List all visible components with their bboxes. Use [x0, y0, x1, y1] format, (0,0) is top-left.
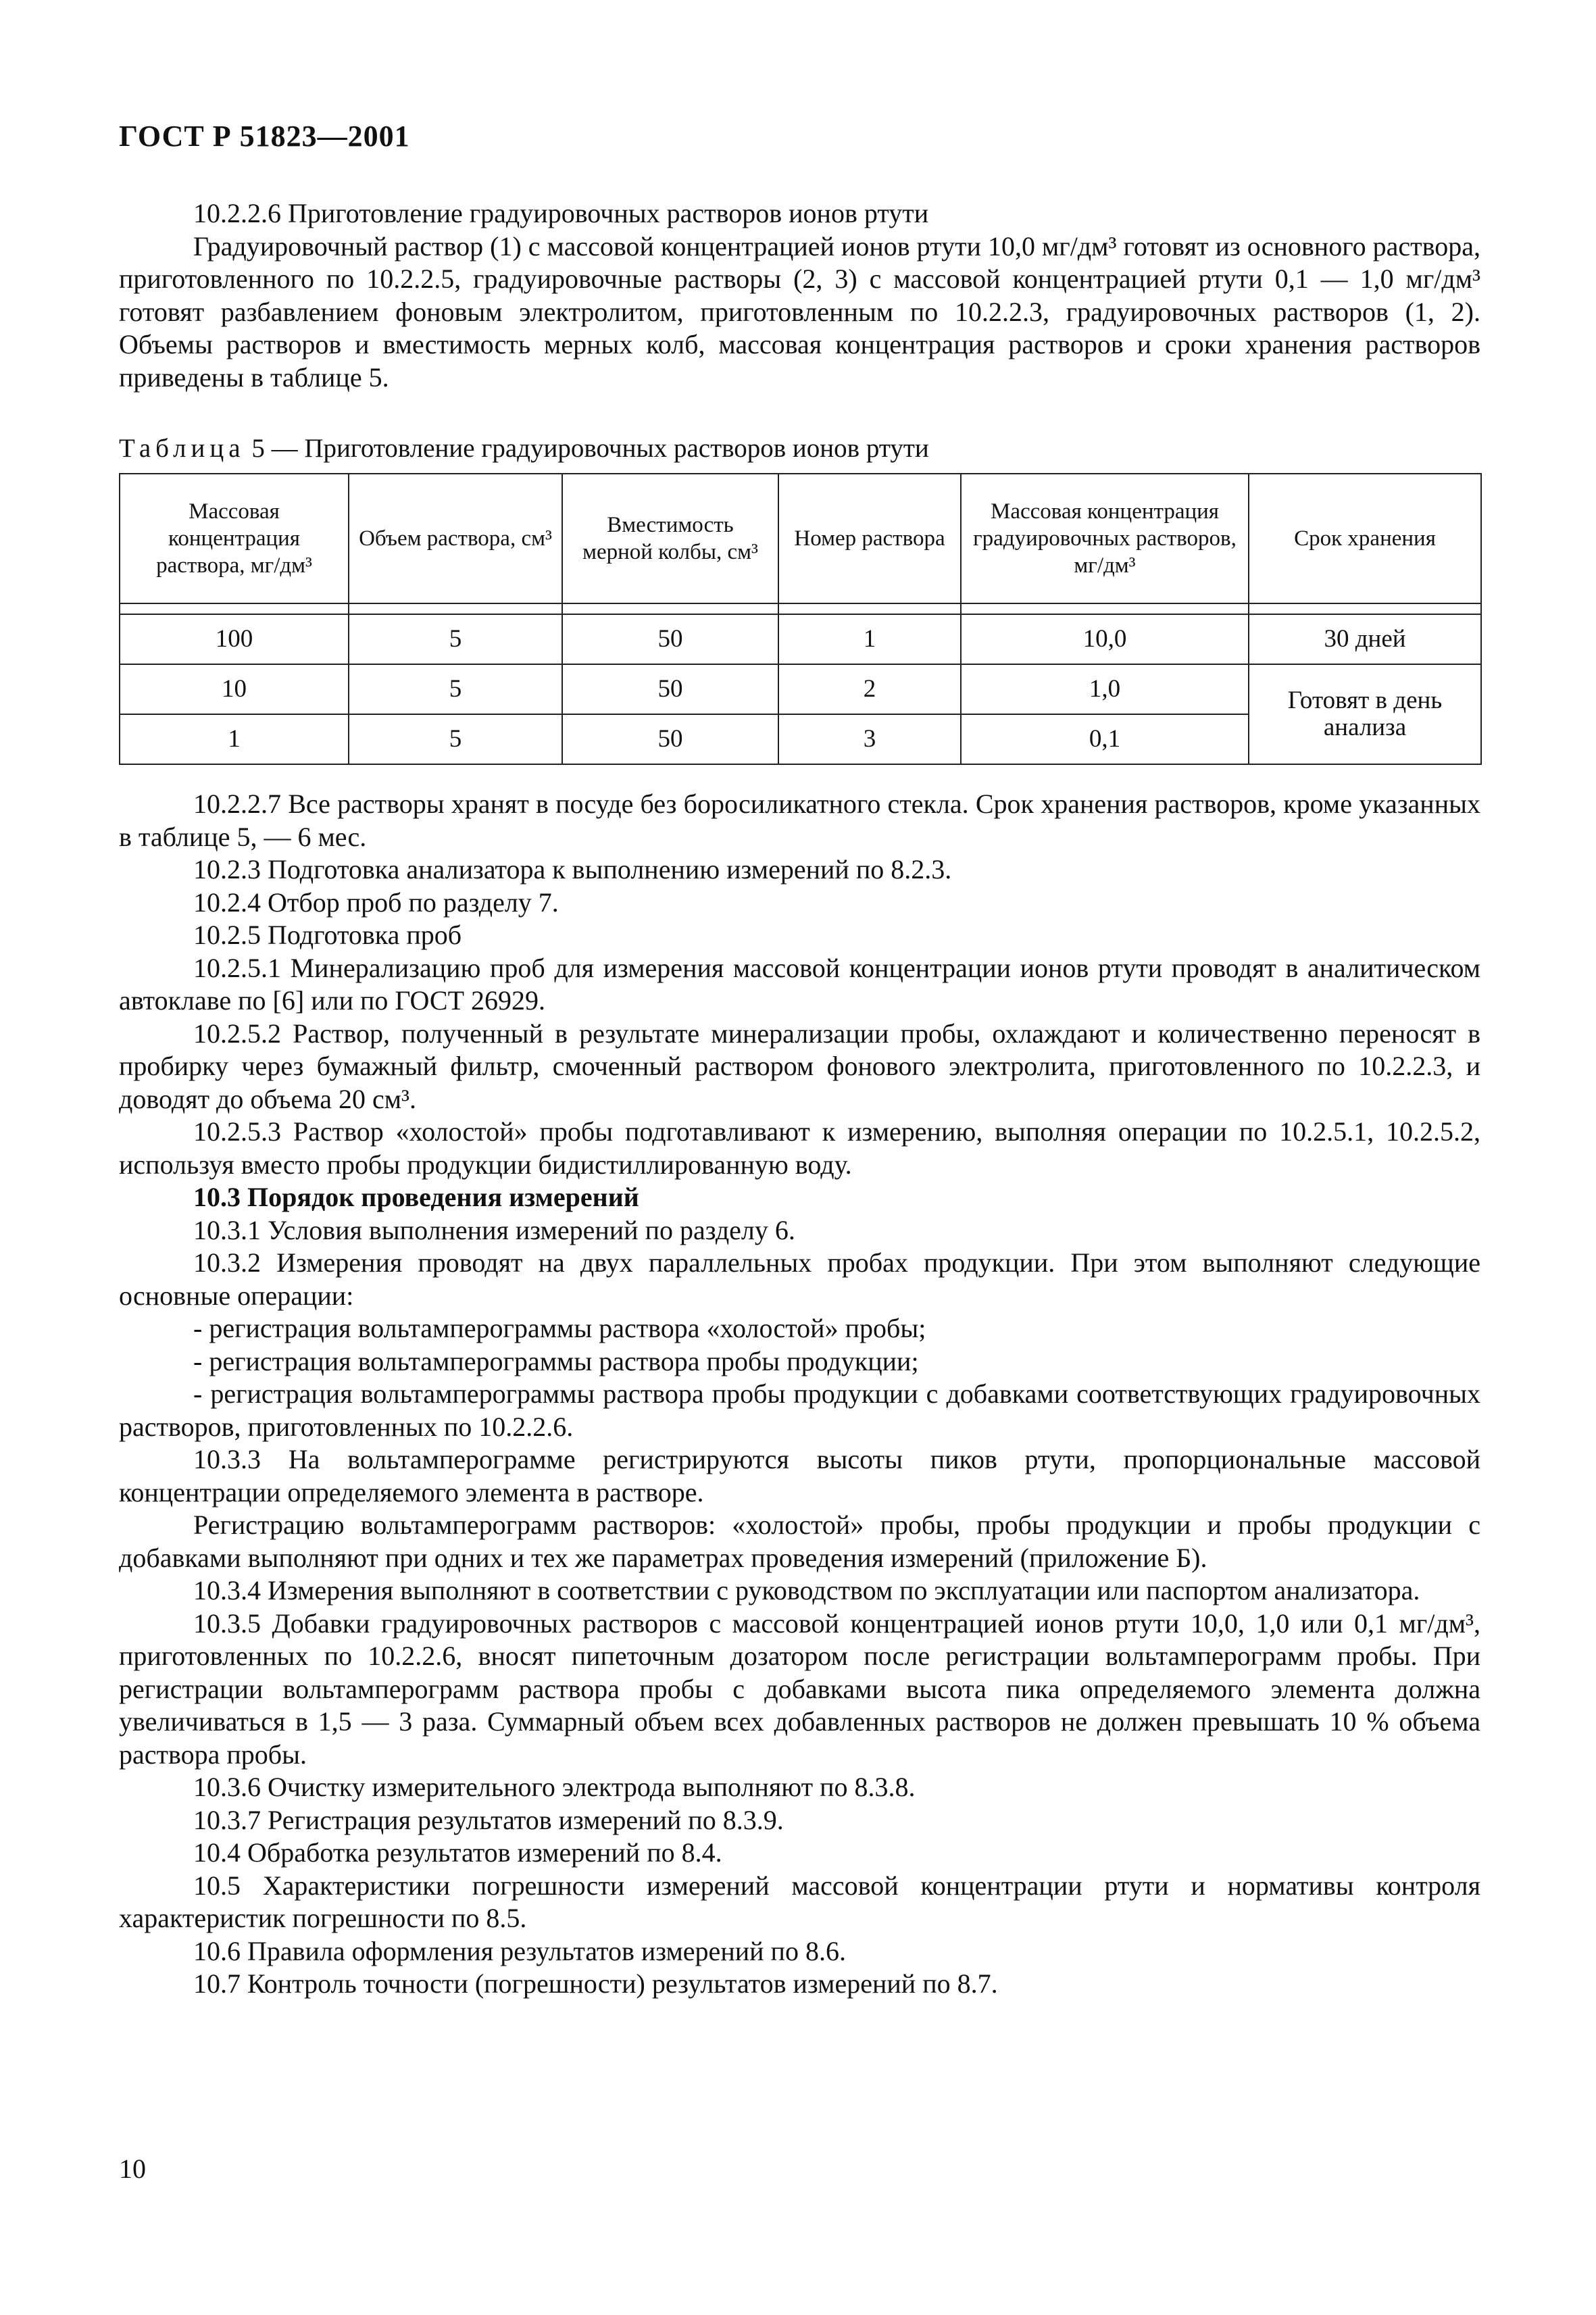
list-item: - регистрация вольтамперограммы раствора пробы продукции с добавками соответствующих градуировочных растворов, приготовленных по 10.2.2.6.	[119, 1378, 1480, 1442]
table-gap-row	[120, 603, 1481, 614]
table-caption-word: Таблица	[119, 434, 245, 463]
procedure-section	[119, 788, 1480, 2001]
header-cell: Вместимость мерной колбы, см³	[562, 474, 778, 603]
calibration-table	[119, 473, 1482, 765]
paragraph-calibration-solutions: Градуировочный раствор (1) с массовой концентрацией ионов ртути 10,0 мг/дм³ готовят из основного раствора, приготовленного по 10.2.2.5, градуировочные растворы (2, 3) с массовой концентрацией ртути 0,1 — 1,0 мг/дм³ готовят разбавлением фоновым электролитом, приготовленным по 10.2.2.3, градуировочных растворов (1, 2). Объемы растворов и вместимость мерных колб, массовая концентрация растворов и сроки хранения растворов приведены в таблице 5.	[119, 230, 1480, 393]
table-cell: 1,0	[961, 664, 1249, 714]
table-cell: 0,1	[961, 714, 1249, 764]
paragraph-10-3-5: 10.3.5 Добавки градуировочных растворов с массовой концентрацией ионов ртути 10,0, 1,0 или 0,1 мг/дм³, приготовленных по 10.2.2.6, вносят пипеточным дозатором после регистрации вольтамперограмм пробы. При регистрации вольтамперограмм раствора пробы с добавками высота пика определяемого элемента должна увеличиваться в 1,5 — 3 раза. Суммарный объем всех добавленных растворов не должен превышать 10 % объема раствора пробы.	[119, 1608, 1480, 1770]
table-row	[120, 664, 1481, 714]
list-item: - регистрация вольтамперограммы раствора пробы продукции;	[193, 1345, 919, 1376]
intro-section	[119, 197, 1480, 394]
table-caption-title: 5 — Приготовление градуировочных растворов ионов ртути	[245, 434, 929, 463]
table-row	[120, 614, 1481, 664]
section-heading-10-3: 10.3 Порядок проведения измерений	[193, 1182, 639, 1212]
table-cell: 2	[778, 664, 961, 714]
header-cell: Массовая концентрация градуировочных растворов, мг/дм³	[961, 474, 1249, 603]
table-cell: 1	[120, 714, 349, 764]
paragraph-10-2-5-3: 10.2.5.3 Раствор «холостой» пробы подготавливают к измерению, выполняя операции по 10.2.5.1, 10.2.5.2, используя вместо пробы продукции бидистиллированную воду.	[119, 1116, 1480, 1180]
table-cell: 10	[120, 664, 349, 714]
paragraph-10-3-6: 10.3.6 Очистку измерительного электрода выполняют по 8.3.8.	[193, 1772, 916, 1802]
paragraph-10-3-2: 10.3.2 Измерения проводят на двух параллельных пробах продукции. При этом выполняют следующие основные операции:	[119, 1247, 1480, 1311]
table-cell: 5	[349, 614, 562, 664]
document-header: ГОСТ Р 51823—2001	[119, 120, 410, 153]
paragraph-10-3-4: 10.3.4 Измерения выполняют в соответствии с руководством по эксплуатации или паспортом анализатора.	[193, 1575, 1420, 1605]
storage-cell: 30 дней	[1249, 614, 1481, 664]
table-cell: 1	[778, 614, 961, 664]
header-cell: Массовая концентрация раствора, мг/дм³	[120, 474, 349, 603]
paragraph-10-2-3: 10.2.3 Подготовка анализатора к выполнению измерений по 8.2.3.	[193, 854, 952, 885]
table-cell: 5	[349, 664, 562, 714]
paragraph-10-3-1: 10.3.1 Условия выполнения измерений по разделу 6.	[193, 1214, 795, 1245]
paragraph-registration: Регистрацию вольтамперограмм растворов: «холостой» пробы, пробы продукции и пробы продукции с добавками выполняют при одних и тех же параметрах проведения измерений (приложение Б).	[119, 1510, 1480, 1573]
paragraph-10-2-2-6: 10.2.2.6 Приготовление градуировочных растворов ионов ртути	[193, 198, 929, 228]
paragraph-10-2-5: 10.2.5 Подготовка проб	[193, 920, 462, 950]
paragraph-10-2-5-2: 10.2.5.2 Раствор, полученный в результате минерализации пробы, охлаждают и количественно переносят в пробирку через бумажный фильтр, смоченный раствором фонового электролита, приготовленного по 10.2.2.3, и доводят до объема 20 см³.	[119, 1018, 1480, 1114]
page-number: 10	[119, 2154, 146, 2184]
paragraph-10-4: 10.4 Обработка результатов измерений по 8.4.	[193, 1837, 722, 1868]
paragraph-10-3-7: 10.3.7 Регистрация результатов измерений по 8.3.9.	[193, 1804, 784, 1835]
paragraph-10-2-2-7: 10.2.2.7 Все растворы хранят в посуде без боросиликатного стекла. Срок хранения растворов, кроме указанных в таблице 5, — 6 мес.	[119, 789, 1480, 852]
table-header-row	[120, 474, 1481, 603]
paragraph-10-2-4: 10.2.4 Отбор проб по разделу 7.	[193, 887, 559, 918]
table-caption	[119, 432, 1480, 465]
table-cell: 10,0	[961, 614, 1249, 664]
table-5-section	[119, 432, 1480, 765]
paragraph-10-2-5-1: 10.2.5.1 Минерализацию проб для измерения массовой концентрации ионов ртути проводят в аналитическом автоклаве по [6] или по ГОСТ 26929.	[119, 952, 1480, 1016]
header-cell: Срок хранения	[1249, 474, 1481, 603]
table-cell: 3	[778, 714, 961, 764]
header-cell: Объем раствора, см³	[349, 474, 562, 603]
paragraph-10-5: 10.5 Характеристики погрешности измерений массовой концентрации ртути и нормативы контроля характеристик погрешности по 8.5.	[119, 1870, 1480, 1933]
table-cell: 50	[562, 664, 778, 714]
list-item: - регистрация вольтамперограммы раствора «холостой» пробы;	[193, 1313, 926, 1343]
table-cell: 50	[562, 614, 778, 664]
paragraph-10-3-3: 10.3.3 На вольтамперограмме регистрируются высоты пиков ртути, пропорциональные массовой концентрации определяемого элемента в растворе.	[119, 1444, 1480, 1508]
storage-merged-cell: Готовят в день анализа	[1249, 664, 1481, 764]
table-cell: 50	[562, 714, 778, 764]
paragraph-10-7: 10.7 Контроль точности (погрешности) результатов измерений по 8.7.	[193, 1968, 998, 1999]
table-cell: 100	[120, 614, 349, 664]
header-cell: Номер раствора	[778, 474, 961, 603]
paragraph-10-6: 10.6 Правила оформления результатов измерений по 8.6.	[193, 1935, 846, 1966]
table-cell: 5	[349, 714, 562, 764]
